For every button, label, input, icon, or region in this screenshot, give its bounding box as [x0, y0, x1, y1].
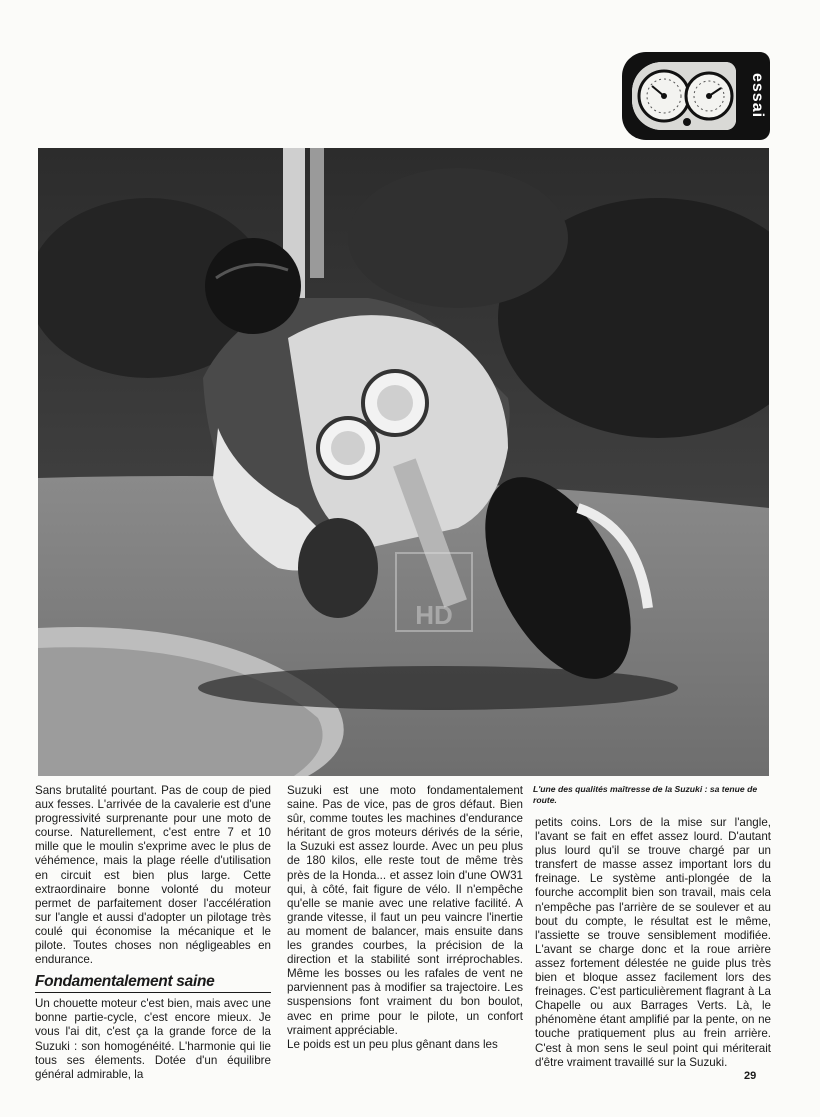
paragraph: Un chouette moteur c'est bien, mais avec une bonne partie-cycle, c'est encore mieux. Je vous l'ai dit, c'est ça la grande force de la Suzuki : son homogénéité. L'harmonie qui lie tous ses élements. Dotée d'un équilibre général admirable, la	[35, 997, 271, 1081]
speedometer-dials-icon	[632, 62, 736, 130]
text-column-2	[287, 784, 523, 1052]
subheading: Fondamentalement saine	[35, 973, 271, 993]
page-number: 29	[744, 1070, 757, 1082]
photo-caption: L'une des qualités maîtresse de la Suzuki : sa tenue de route.	[533, 784, 758, 805]
motorcycle-photo	[38, 148, 769, 776]
paragraph: Le poids est un peu plus gênant dans les	[287, 1037, 498, 1051]
text-column-1	[35, 784, 271, 1082]
motorcycle-racer-photo	[38, 148, 769, 776]
essai-badge	[622, 52, 770, 140]
paragraph: Sans brutalité pourtant. Pas de coup de pied aux fesses. L'arrivée de la cavalerie est d'une progressivité surprenante pour une moto de course. Naturellement, c'est entre 7 et 10 mille que le moulin s'exprime avec le plus de véhémence, mais la plage réelle d'utilisation en circuit est bien plus large. Cette extraordinaire bonne volonté du moteur permet de parfaitement doser l'accélération sur l'angle et aussi d'adopter un pilotage très coulé qui économise la mécanique et le pilote. Toutes choses non négligeables en endurance.	[35, 784, 271, 967]
svg-text:HD: HD	[415, 600, 453, 630]
badge-dials-panel	[632, 62, 736, 130]
badge-label: essai	[749, 73, 766, 119]
text-column-3	[535, 816, 771, 1070]
paragraph: petits coins. Lors de la mise sur l'angle, l'avant se fait en effet assez lourd. D'autant plus lourd qu'il se trouve chargé par un transfert de masse assez important lors du freinage. Le système anti-plongée de la fourche accomplit bien son travail, mais cela n'empêche pas l'arrière de se soulever et au bout du compte, le résultat est le même, l'assiette se trouve sensiblement modifiée. L'avant se charge donc et la roue arrière assez fortement délestée ne guide plus très bien et bloque assez facilement lors des freinages. C'est particulièrement flagrant à La Chapelle ou aux Barrages Verts. Là, le phénomène étant amplifié par la pente, on ne touche pratiquement plus au frein arrière. C'est à mon sens le seul point qui mériterait d'être vraiment travaillé sur la Suzuki.	[535, 816, 771, 1069]
paragraph: Suzuki est une moto fondamentalement saine. Pas de vice, pas de gros défaut. Bien sûr, comme toutes les machines d'endurance héritant de gros moteurs dérivés de la série, la Suzuki est assez lourde. Avec un peu plus de 180 kilos, elle reste tout de même très près de la Honda... et assez loin d'une OW31 qui, à côté, fait figure de vélo. Il n'empêche qu'elle se manie avec une relative facilité. A grande vitesse, il faut un peu vaincre l'inertie au moment de balancer, mais ensuite dans les grandes courbes, la précision de la direction et la stabilité sont irréprochables. Même les bosses ou les rafales de vent ne parviennent pas à modifier sa trajectoire. Les suspensions font vraiment du bon boulot, avec en prime pour le pilote, un confort vraiment appréciable.	[287, 784, 523, 1037]
